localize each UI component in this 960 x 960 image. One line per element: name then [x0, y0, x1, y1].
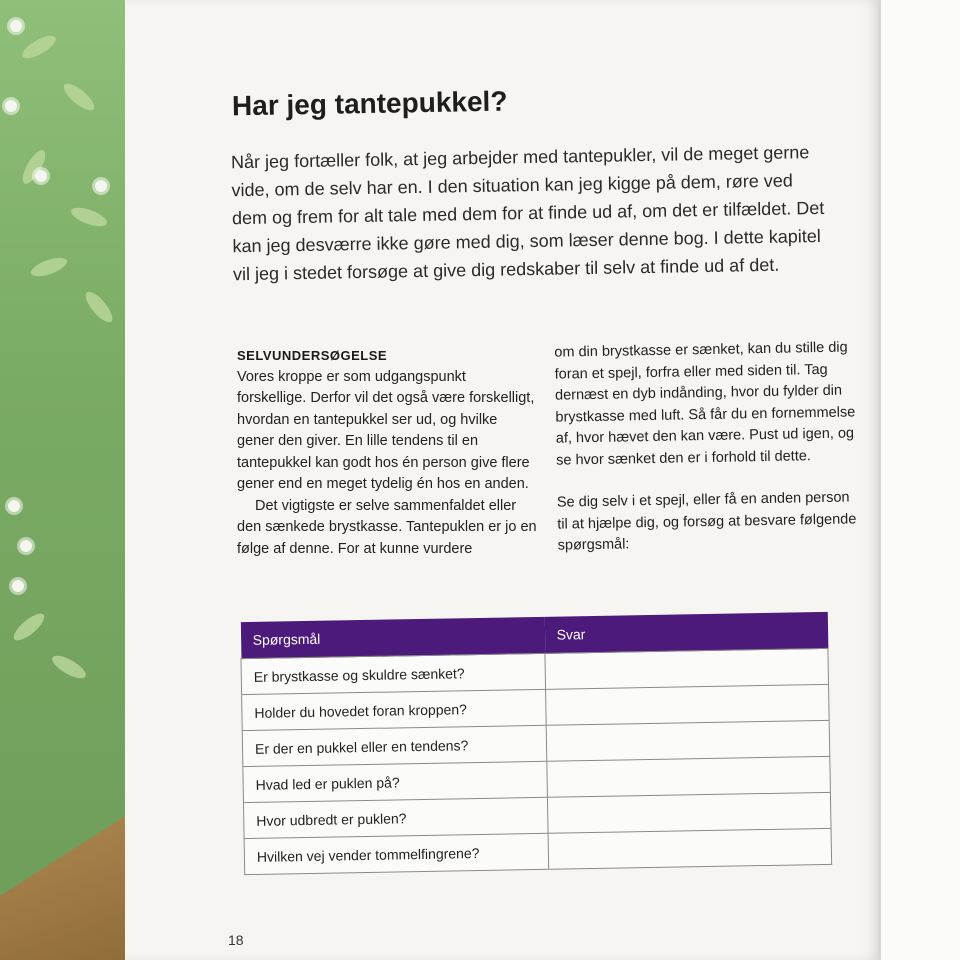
answer-cell[interactable]	[548, 828, 832, 869]
page-number: 18	[228, 932, 244, 948]
adjacent-page-edge	[878, 0, 960, 960]
question-cell: Hvor udbredt er puklen?	[243, 797, 548, 838]
left-paragraph-2: Det vigtigste er selve sammenfaldet eller den sænkede brystkasse. Tantepuklen er jo en følge af denne. For at kunne vurdere	[237, 497, 537, 557]
answer-cell[interactable]	[547, 756, 831, 797]
right-paragraph-1: om din brystkasse er sænket, kan du stille dig foran et spejl, forfra eller med siden til. Tag dernæst en dyb indånding, hvor du fylder din brystkasse med luft. Så får du en fornemmelse af, hvor hævet den kan være. Pust ud igen, og se hvor sænket den er i forhold til dette.	[554, 339, 856, 469]
questions-table	[240, 612, 832, 875]
header-answer: Svar	[544, 612, 828, 653]
section-heading: SELVUNDERSØGELSE	[237, 348, 388, 363]
question-cell: Holder du hovedet foran kroppen?	[242, 689, 547, 730]
right-paragraph-2: Se dig selv i et spejl, eller få en anden person til at hjælpe dig, og forsøg at besvare følgende spørgsmål:	[556, 489, 857, 554]
right-column	[554, 337, 858, 557]
question-cell: Hvilken vej vender tommelfingrene?	[244, 833, 549, 874]
answer-cell[interactable]	[546, 720, 830, 761]
question-cell: Hvad led er puklen på?	[243, 761, 548, 802]
answer-cell[interactable]	[545, 648, 829, 689]
question-cell: Er brystkasse og skuldre sænket?	[241, 653, 546, 694]
answer-cell[interactable]	[547, 792, 831, 833]
answer-cell[interactable]	[546, 684, 830, 725]
header-question: Spørgsmål	[240, 617, 545, 659]
left-column	[237, 345, 537, 560]
left-paragraph-1: Vores kroppe er som udgangspunkt forskellige. Derfor vil det også være forskelligt, hvordan en tantepukkel ser ud, og hvilke gener den giver. En lille tendens til en tantepukkel kan godt hos én person give flere gener end en meget tydelig én hos en anden.	[237, 368, 535, 492]
question-cell: Er der en pukkel eller en tendens?	[242, 725, 547, 766]
page-title: Har jeg tantepukkel?	[231, 85, 508, 122]
intro-paragraph: Når jeg fortæller folk, at jeg arbejder med tantepukler, vil de meget gerne vide, om de selv har en. I den situation kan jeg kigge på dem, røre ved dem og frem for alt tale med dem for at finde ud af, om det er tilfældet. Det kan jeg desværre ikke gøre med dig, som læser denne bog. I dette kapitel vil jeg i stedet forsøge at give dig redskaber til selv at finde ud af det.	[230, 142, 825, 285]
